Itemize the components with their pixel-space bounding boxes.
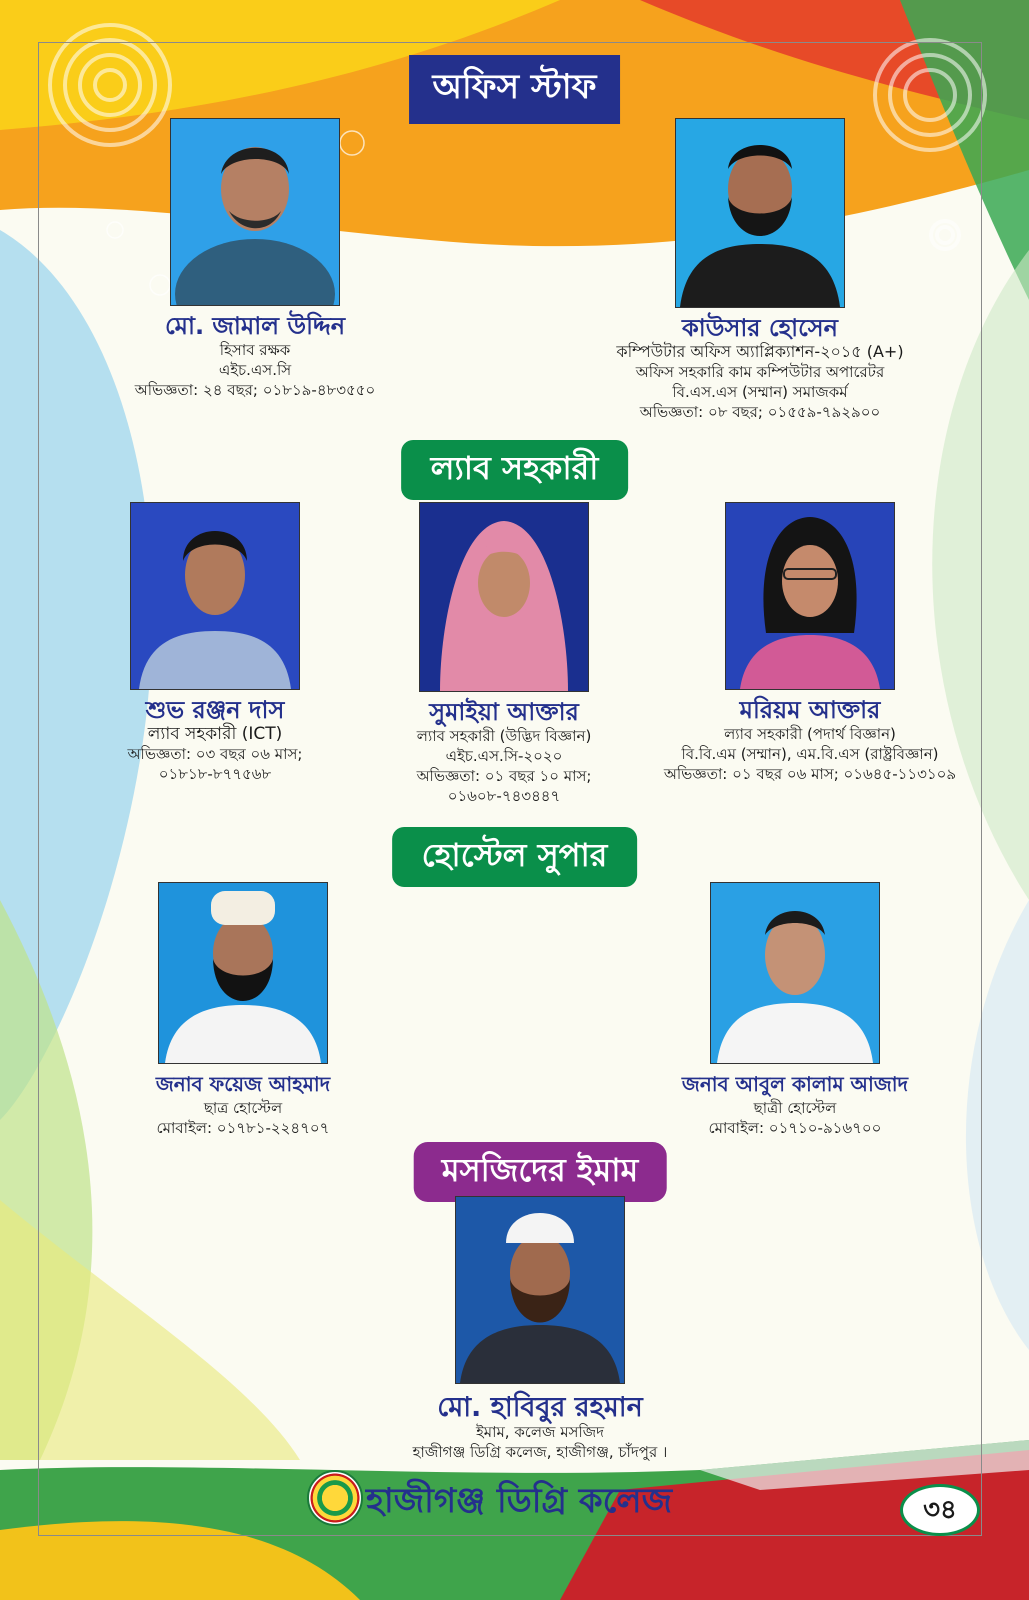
imam-detail: হাজীগঞ্জ ডিগ্রি কলেজ, হাজীগঞ্জ, চাঁদপুর । bbox=[412, 1443, 668, 1461]
section-title-lab-assistant: ল্যাব সহকারী bbox=[401, 440, 629, 500]
section-title-office-staff: অফিস স্টাফ bbox=[409, 55, 621, 124]
staff-detail: অভিজ্ঞতা: ০১ বছর ১০ মাস; bbox=[416, 767, 592, 785]
imam-detail: ইমাম, কলেজ মসজিদ bbox=[475, 1423, 605, 1441]
staff-card bbox=[128, 882, 358, 1138]
staff-photo bbox=[130, 502, 300, 690]
staff-detail: ০১৬০৮-৭৪৩৪৪৭ bbox=[447, 787, 561, 805]
staff-detail: কম্পিউটার অফিস অ্যাপ্লিক্যাশন-২০১৫ (A+) bbox=[616, 342, 904, 361]
section-title-hostel-super: হোস্টেল সুপার bbox=[392, 827, 638, 887]
staff-photo bbox=[710, 882, 880, 1064]
staff-photo bbox=[675, 118, 845, 308]
staff-detail: মোবাইল: ০১৭৮১-২২৪৭০৭ bbox=[156, 1119, 330, 1137]
staff-detail: অফিস সহকারি কাম কম্পিউটার অপারেটর bbox=[635, 363, 885, 381]
staff-detail: এইচ.এস.সি-২০২০ bbox=[445, 747, 563, 765]
staff-detail: অভিজ্ঞতা: ০৩ বছর ০৬ মাস; bbox=[127, 745, 303, 763]
staff-detail: মোবাইল: ০১৭১০-৯১৬৭০০ bbox=[708, 1119, 882, 1137]
staff-detail: ছাত্রী হোস্টেল bbox=[753, 1099, 837, 1117]
staff-detail: অভিজ্ঞতা: ০১ বছর ০৬ মাস; ০১৬৪৫-১১৩১০৯ bbox=[663, 765, 957, 783]
staff-name: সুমাইয়া আক্তার bbox=[429, 698, 579, 726]
staff-detail: ছাত্র হোস্টেল bbox=[203, 1099, 283, 1117]
staff-detail: হিসাব রক্ষক bbox=[219, 341, 291, 359]
page-number: ৩৪ bbox=[900, 1484, 980, 1536]
college-logo-icon bbox=[307, 1470, 363, 1526]
staff-card bbox=[382, 502, 626, 806]
staff-name: মরিয়ম আক্তার bbox=[739, 696, 881, 724]
staff-card bbox=[660, 882, 930, 1138]
staff-photo bbox=[455, 1196, 625, 1384]
staff-card bbox=[130, 118, 380, 400]
staff-detail: বি.বি.এম (সম্মান), এম.বি.এস (রাষ্ট্রবিজ্ঞান) bbox=[681, 745, 939, 763]
staff-photo bbox=[170, 118, 340, 306]
staff-detail: এইচ.এস.সি bbox=[218, 361, 292, 379]
staff-detail: ল্যাব সহকারী (উদ্ভিদ বিজ্ঞান) bbox=[416, 727, 592, 745]
staff-card bbox=[100, 502, 330, 784]
staff-name: কাউসার হোসেন bbox=[682, 314, 838, 342]
college-name: হাজীগঞ্জ ডিগ্রি কলেজ bbox=[366, 1481, 673, 1521]
staff-card bbox=[650, 502, 970, 784]
imam-name: মো. হাবিবুর রহমান bbox=[437, 1392, 643, 1423]
staff-photo bbox=[419, 502, 589, 692]
staff-name: জনাব ফয়েজ আহমাদ bbox=[155, 1072, 331, 1096]
staff-name: জনাব আবুল কালাম আজাদ bbox=[681, 1072, 909, 1096]
staff-detail: ০১৮১৮-৮৭৭৫৬৮ bbox=[158, 765, 272, 783]
staff-detail: ল্যাব সহকারী (পদার্থ বিজ্ঞান) bbox=[724, 725, 896, 743]
staff-detail: বি.এস.এস (সম্মান) সমাজকর্ম bbox=[672, 383, 848, 401]
staff-photo bbox=[158, 882, 328, 1064]
section-title-mosque-imam: মসজিদের ইমাম bbox=[414, 1142, 667, 1202]
staff-detail: ল্যাব সহকারী (ICT) bbox=[147, 724, 283, 744]
staff-photo bbox=[725, 502, 895, 690]
staff-name: মো. জামাল উদ্দিন bbox=[164, 312, 346, 340]
staff-card bbox=[360, 1196, 720, 1462]
staff-name: শুভ রঞ্জন দাস bbox=[145, 696, 285, 724]
staff-detail: অভিজ্ঞতা: ০৮ বছর; ০১৫৫৯-৭৯২৯০০ bbox=[639, 403, 881, 421]
staff-detail: অভিজ্ঞতা: ২৪ বছর; ০১৮১৯-৪৮৩৫৫০ bbox=[134, 381, 376, 399]
staff-card bbox=[610, 118, 910, 422]
